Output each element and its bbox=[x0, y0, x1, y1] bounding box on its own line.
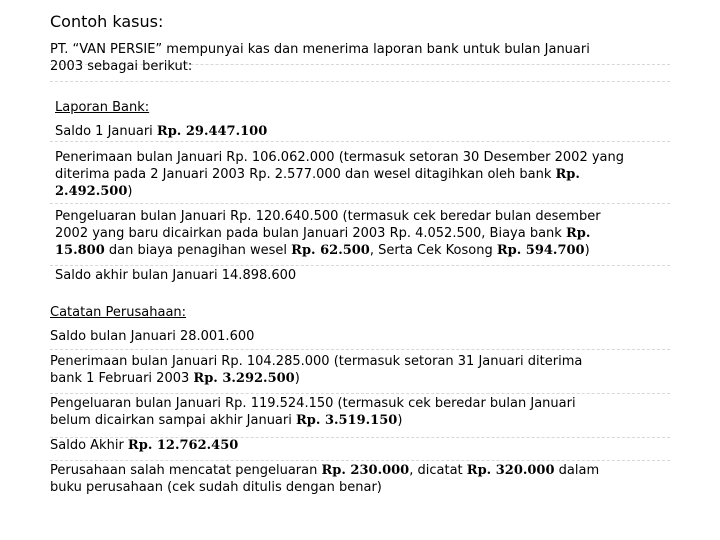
company-penerimaan-amount: Rp. 3.292.500 bbox=[193, 371, 295, 386]
bank-penerimaan-wesel-amount: 2.492.500 bbox=[55, 184, 128, 199]
bank-pengeluaran-line-2-text: 2002 yang baru dicairkan pada bulan Januari 2003 Rp. 4.052.500, Biaya bank bbox=[55, 226, 566, 241]
company-penerimaan-line-2-close: ) bbox=[294, 371, 300, 386]
company-saldo-akhir-amount: Rp. 12.762.450 bbox=[127, 438, 239, 453]
company-kesalahan-line-2: buku perusahaan (cek sudah ditulis dengan benar) bbox=[50, 480, 382, 495]
company-heading: Catatan Perusahaan: bbox=[50, 305, 187, 320]
company-penerimaan-line-2 bbox=[50, 370, 300, 387]
bank-pengeluaran-text-3: ) bbox=[584, 243, 590, 258]
company-pengeluaran-amount: Rp. 3.519.150 bbox=[296, 413, 398, 428]
bank-cek-kosong-amount: Rp. 594.700 bbox=[496, 243, 585, 258]
bank-pengeluaran-line-2 bbox=[55, 225, 590, 242]
company-penerimaan-line-2-text: bank 1 Februari 2003 bbox=[50, 371, 194, 386]
company-pengeluaran-line-2 bbox=[50, 412, 402, 429]
company-kesalahan-text-2: , dicatat bbox=[409, 463, 467, 478]
rule-line bbox=[50, 460, 670, 461]
bank-penerimaan-line-2-text: diterima pada 2 Januari 2003 Rp. 2.577.000 dan wesel ditagihkan oleh bank bbox=[55, 167, 556, 182]
company-kesalahan-line-1 bbox=[50, 462, 599, 479]
bank-penerimaan-line-3 bbox=[55, 183, 132, 200]
bank-saldo-awal bbox=[55, 123, 267, 140]
page-title: Contoh kasus: bbox=[50, 12, 164, 31]
company-kesalahan-amount-actual: Rp. 230.000 bbox=[321, 463, 410, 478]
bank-wesel-fee-amount: Rp. 62.500 bbox=[291, 243, 370, 258]
bank-pengeluaran-line-3 bbox=[55, 242, 590, 259]
intro-line-2: 2003 sebagai berikut: bbox=[50, 59, 193, 74]
company-saldo-akhir-text: Saldo Akhir bbox=[50, 438, 128, 453]
rule-line bbox=[50, 349, 670, 350]
bank-saldo-awal-text: Saldo 1 Januari bbox=[55, 124, 157, 139]
company-pengeluaran-line-2-text: belum dicairkan sampai akhir Januari bbox=[50, 413, 296, 428]
rule-line bbox=[50, 265, 670, 266]
bank-heading: Laporan Bank: bbox=[55, 100, 150, 115]
company-kesalahan-amount-recorded: Rp. 320.000 bbox=[466, 463, 555, 478]
bank-penerimaan-line-2 bbox=[55, 166, 580, 183]
bank-pengeluaran-line-2-bold: Rp. bbox=[565, 226, 591, 241]
bank-pengeluaran-text-1: dan biaya penagihan wesel bbox=[104, 243, 292, 258]
bank-penerimaan-line-2-bold: Rp. bbox=[555, 167, 580, 182]
bank-penerimaan-line-3-text: ) bbox=[127, 184, 133, 199]
company-pengeluaran-line-2-close: ) bbox=[397, 413, 403, 428]
company-pengeluaran-line-1: Pengeluaran bulan Januari Rp. 119.524.150 (termasuk cek beredar bulan Januari bbox=[50, 396, 576, 411]
company-kesalahan-text-1: Perusahaan salah mencatat pengeluaran bbox=[50, 463, 322, 478]
company-saldo: Saldo bulan Januari 28.001.600 bbox=[50, 329, 255, 344]
bank-pengeluaran-text-2: , Serta Cek Kosong bbox=[369, 243, 497, 258]
bank-penerimaan-line-1: Penerimaan bulan Januari Rp. 106.062.000 (termasuk setoran 30 Desember 2002 yang bbox=[55, 150, 624, 165]
rule-line bbox=[50, 81, 670, 82]
bank-saldo-awal-amount: Rp. 29.447.100 bbox=[156, 124, 268, 139]
company-penerimaan-line-1: Penerimaan bulan Januari Rp. 104.285.000 (termasuk setoran 31 Januari diterima bbox=[50, 354, 583, 369]
company-saldo-akhir bbox=[50, 437, 238, 454]
rule-line bbox=[50, 203, 670, 204]
bank-saldo-akhir: Saldo akhir bulan Januari 14.898.600 bbox=[55, 268, 297, 283]
rule-line bbox=[50, 393, 670, 394]
bank-biaya-amount: 15.800 bbox=[55, 243, 105, 258]
company-kesalahan-text-3: dalam bbox=[554, 463, 600, 478]
intro-line-1: PT. “VAN PERSIE” mempunyai kas dan menerima laporan bank untuk bulan Januari bbox=[50, 42, 590, 57]
bank-pengeluaran-line-1: Pengeluaran bulan Januari Rp. 120.640.500 (termasuk cek beredar bulan desember bbox=[55, 209, 601, 224]
rule-line bbox=[50, 141, 670, 142]
